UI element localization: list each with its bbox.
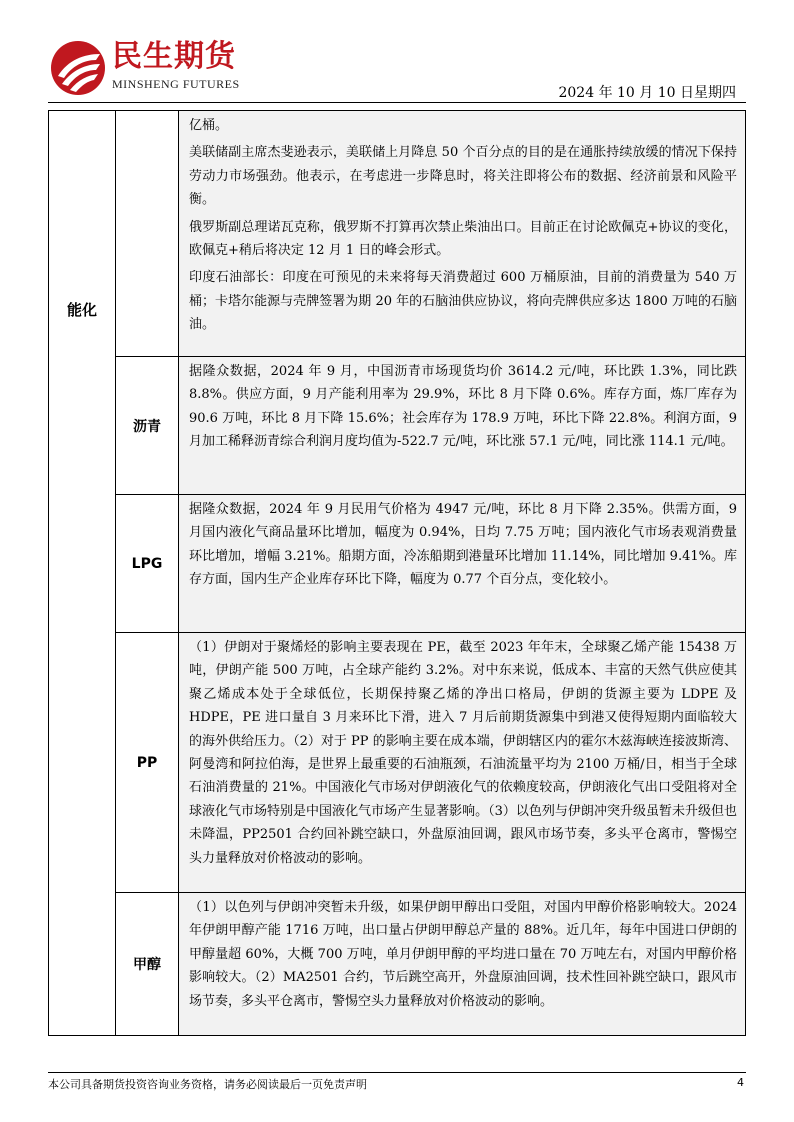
- paragraph: 俄罗斯副总理诺瓦克称，俄罗斯不打算再次禁止柴油出口。目前正在讨论欧佩克+协议的变化，欧佩克+稍后将决定 12 月 1 日的峰会形式。: [189, 219, 737, 259]
- category-column: [49, 111, 116, 1035]
- row-label: [116, 111, 179, 356]
- table-row: [116, 357, 745, 495]
- row-label: 沥青: [116, 357, 179, 494]
- table-row: [116, 495, 745, 633]
- table-row: [116, 633, 745, 893]
- row-label: 甲醇: [116, 893, 179, 1035]
- table-row: [116, 111, 745, 357]
- table-row: [116, 893, 745, 1035]
- paragraph: 亿桶。: [189, 118, 229, 133]
- report-date: 2024 年 10 月 10 日星期四: [558, 85, 736, 101]
- row-content: [179, 111, 745, 356]
- disclaimer-text: 本公司具备期货投资咨询业务资格，请务必阅读最后一页免责声明: [48, 1078, 367, 1091]
- header-divider: [48, 102, 746, 103]
- category-label: 能化: [66, 301, 97, 319]
- row-label: LPG: [116, 495, 179, 632]
- row-content: [179, 495, 745, 632]
- page-header: [0, 0, 794, 110]
- row-content: [179, 633, 745, 892]
- paragraph: 印度石油部长：印度在可预见的未来将每天消费超过 600 万桶原油，目前的消费量为 540 万桶；卡塔尔能源与壳牌签署为期 20 年的石脑油供应协议，将向壳牌供应多达 1800 万吨的石脑油。: [189, 270, 737, 333]
- paragraph: 据隆众数据，2024 年 9 月民用气价格为 4947 元/吨，环比 8 月下降 2.35%。供需方面，9 月国内液化气商品量环比增加，幅度为 0.94%，日均 7.75 万吨；国内液化气市场表观消费量环比增加，增幅 3.21%。船期方面，冷冻船期到港量环比增加 11.14%，同比增加 9.41%。库存方面，国内生产企业库存环比下降，幅度为 0.77 个百分点，变化较小。: [189, 502, 737, 588]
- row-label: PP: [116, 633, 179, 892]
- paragraph: （1）伊朗对于聚烯烃的影响主要表现在 PE，截至 2023 年年末，全球聚乙烯产能 15438 万吨，伊朗产能 500 万吨，占全球产能约 3.2%。对中东来说，低成本、丰富的天然气供应使其聚乙烯成本处于全球低位，长期保持聚乙烯的净出口格局，伊朗的货源主要为 LDPE 及 HDPE，PE 进口量自 3 月来环比下滑，进入 7 月后前期货源集中到港又使得短期内面临较大的海外供给压力。（2）对于 PP 的影响主要在成本端，伊朗辖区内的霍尔木兹海峡连接波斯湾、阿曼湾和阿拉伯海，是世界上最重要的石油瓶颈，石油流量平均为 2100 万桶/日，相当于全球石油消费量的 21%。中国液化气市场对伊朗液化气的依赖度较高，伊朗液化气出口受阻将对全球液化气市场特别是中国液化气市场产生显著影响。（3）以色列与伊朗冲突升级虽暂未升级但也未降温，PP2501 合约回补跳空缺口，外盘原油回调，跟风市场节奏，多头平仓离市，警惕空头力量释放对价格波动的影响。: [189, 640, 737, 866]
- paragraph: （1）以色列与伊朗冲突暂未升级，如果伊朗甲醇出口受阻，对国内甲醇价格影响较大。2024 年伊朗甲醇产能 1716 万吨，出口量占伊朗甲醇总产量的 88%。近几年，每年中国进口伊朗的甲醇量超 60%，大概 700 万吨，单月伊朗甲醇的平均进口量在 70 万吨左右，对国内甲醇价格影响较大。（2）MA2501 合约，节后跳空高开，外盘原油回调，技术性回补跳空缺口，跟风市场节奏，多头平仓离市，警惕空头力量释放对价格波动的影响。: [189, 900, 737, 1009]
- row-content: [179, 357, 745, 494]
- minsheng-logo-icon: [50, 40, 106, 96]
- brand-name-en: MINSHENG FUTURES: [112, 77, 240, 91]
- row-content: [179, 893, 745, 1035]
- content-table: [48, 110, 746, 1036]
- paragraph: 据隆众数据，2024 年 9 月，中国沥青市场现货均价 3614.2 元/吨，环比跌 1.3%，同比跌 8.8%。供应方面，9 月产能利用率为 29.9%，环比 8 月下降 0.6%。库存方面，炼厂库存为 90.6 万吨，环比 8 月下降 15.6%；社会库存为 178.9 万吨，环比下降 22.8%。利润方面，9 月加工稀释沥青综合利润月度均值为-522.7 元/吨，环比涨 57.1 元/吨，同比涨 114.1 元/吨。: [189, 364, 737, 450]
- brand-name-cn: 民生期货: [112, 39, 236, 74]
- paragraph: 美联储副主席杰斐逊表示，美联储上月降息 50 个百分点的目的是在通胀持续放缓的情况下保持劳动力市场强劲。他表示，在考虑进一步降息时，将关注即将公布的数据、经济前景和风险平衡。: [189, 145, 737, 208]
- footer-divider: [48, 1072, 746, 1073]
- page-number: 4: [737, 1076, 744, 1089]
